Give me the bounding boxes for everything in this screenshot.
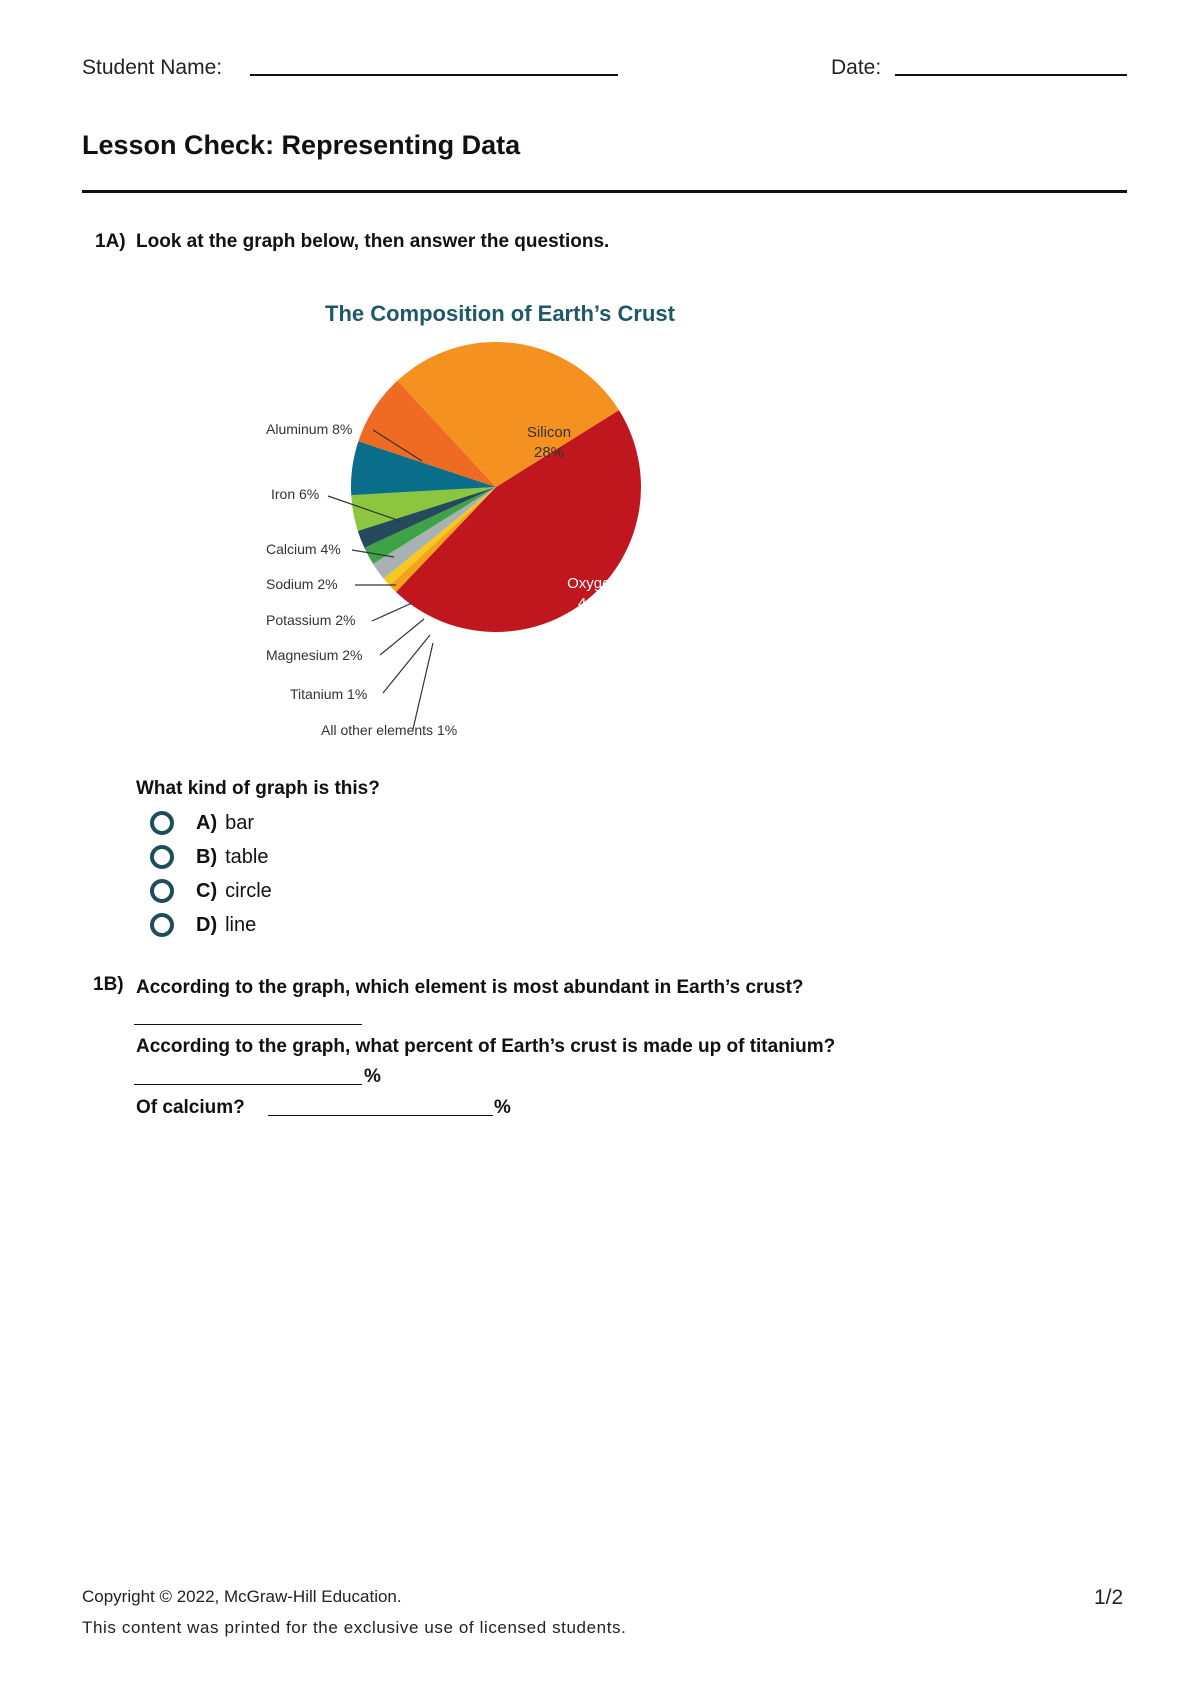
q1a-prompt: Look at the graph below, then answer the questions. [136,231,610,252]
label-silicon-name: Silicon [526,424,572,441]
label-magnesium: Magnesium 2% [266,647,363,663]
option-b[interactable] [150,840,272,874]
date-label: Date: [831,56,882,79]
option-b-text: table [225,845,269,868]
q1a-options [150,806,272,942]
label-potassium: Potassium 2% [266,612,356,628]
option-a[interactable] [150,806,272,840]
label-silicon-value: 28% [533,444,565,461]
label-iron: Iron 6% [271,486,320,502]
page-title: Lesson Check: Representing Data [82,130,521,160]
radio-option-b[interactable] [150,845,174,869]
radio-option-c[interactable] [150,879,174,903]
q1b-question-1: According to the graph, which element is most abundant in Earth’s crust? [136,977,804,998]
radio-option-a[interactable] [150,811,174,835]
option-a-letter: A) [196,811,218,834]
option-a-text: bar [225,811,255,834]
answer-blank-1[interactable] [134,1024,362,1025]
callout-line-potassium [372,603,412,621]
title-rule [82,190,1127,193]
footer-notice: This content was printed for the exclusive use of licensed students. [82,1618,627,1637]
radio-option-d[interactable] [150,913,174,937]
label-titanium: Titanium 1% [290,686,368,702]
label-oxygen-name: Oxygen [567,575,619,592]
answer-blank-3[interactable] [268,1115,493,1116]
answer-blank-2[interactable] [134,1084,362,1085]
student-name-field[interactable] [250,74,618,76]
label-calcium: Calcium 4% [266,541,341,557]
q1b-question-3: Of calcium? [136,1097,245,1118]
option-c[interactable] [150,874,272,908]
option-c-text: circle [225,879,272,902]
option-b-letter: B) [196,845,218,868]
q1a-subquestion: What kind of graph is this? [136,778,380,799]
option-d-text: line [225,913,257,936]
option-d-letter: D) [196,913,218,936]
q1b-question-2: According to the graph, what percent of Earth’s crust is made up of titanium? [136,1036,836,1057]
label-aluminum: Aluminum 8% [266,421,353,437]
percent-sign-2: % [494,1097,511,1118]
option-c-letter: C) [196,879,218,902]
q1b-number: 1B) [93,974,124,995]
callout-line-other [413,643,433,729]
footer-copyright: Copyright © 2022, McGraw-Hill Education. [82,1587,402,1606]
student-name-label: Student Name: [82,56,223,79]
chart-title: The Composition of Earth’s Crust [325,301,675,326]
page-number: 1/2 [1094,1586,1124,1609]
label-oxygen-value: 46% [577,595,609,612]
date-field[interactable] [895,74,1127,76]
option-d[interactable] [150,908,272,942]
label-other: All other elements 1% [321,722,458,738]
q1a-number: 1A) [95,231,126,252]
percent-sign-1: % [364,1066,381,1087]
pie-chart [200,285,760,755]
label-sodium: Sodium 2% [266,576,338,592]
